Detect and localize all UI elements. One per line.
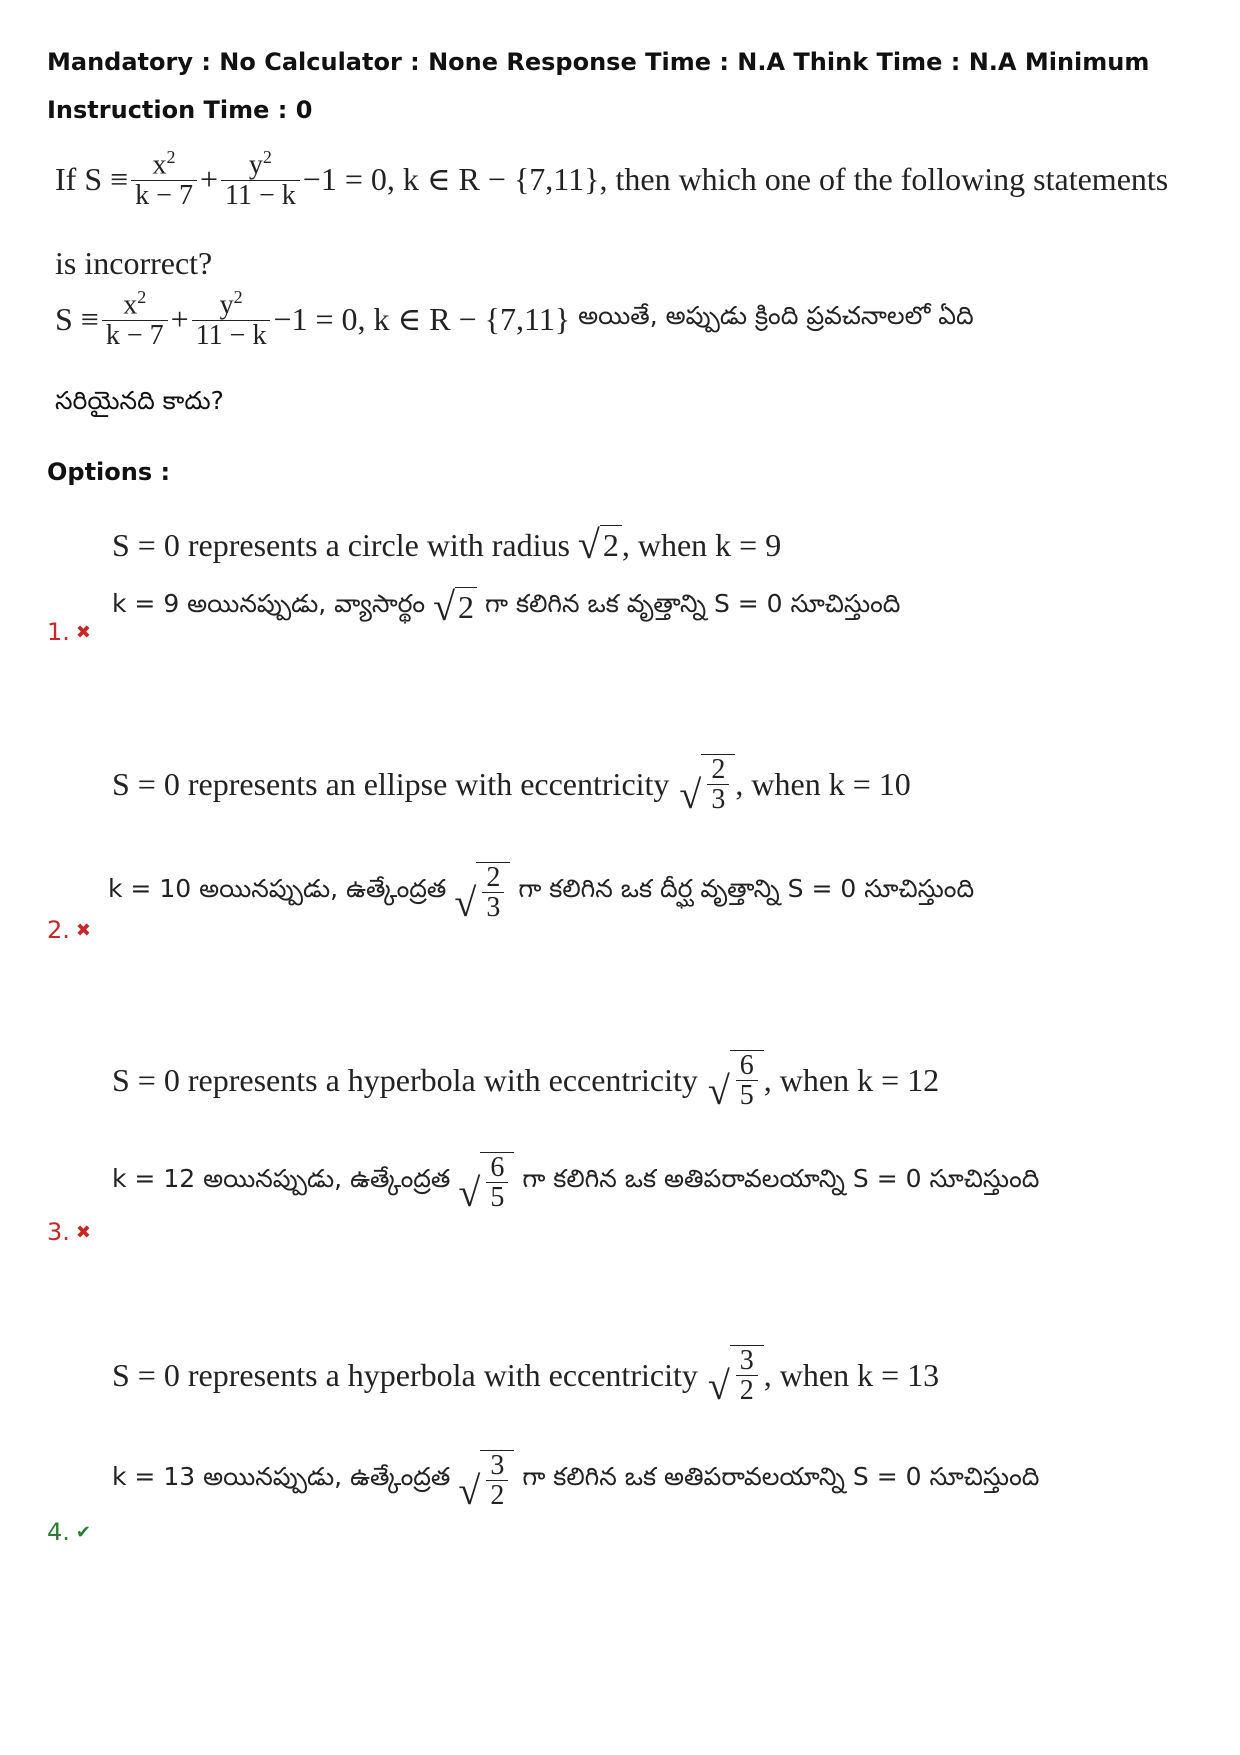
option-2-telugu: k = 10 అయినప్పుడు, ఉత్కేంద్రత √ $\frac{2}{3}$ గా కలిగిన ఒక దీర్ఘ వృత్తాన్ని S = 0 సూచిస్తుంది: [108, 862, 975, 925]
fraction-x-term-te: $\frac{x^2}{k - 7}$: [102, 288, 168, 350]
wrong-mark-icon: ✖: [75, 621, 91, 643]
option-1-telugu: k = 9 అయినప్పుడు, వ్యాసార్థం √ 2 గా కలిగిన ఒక వృత్తాన్ని S = 0 సూచిస్తుంది: [112, 584, 901, 629]
option-4-telugu: k = 13 అయినప్పుడు, ఉత్కేంద్రత √ $\frac{3}{2}$ గా కలిగిన ఒక అతిపరావలయాన్ని S = 0 సూచిస్తుంది: [112, 1450, 1040, 1513]
question-prefix: If S ≡: [55, 160, 129, 197]
wrong-mark-icon: ✖: [75, 919, 91, 941]
wrong-mark-icon: ✖: [75, 1221, 91, 1243]
question-english-line-2: is incorrect?: [55, 245, 213, 281]
option-2-english: S = 0 represents an ellipse with eccentricity √ $\frac{2}{3}$ , when k = 10: [112, 754, 911, 817]
question-telugu-line-2: సరియైనది కాదు?: [55, 386, 224, 415]
question-telugu-line: S ≡ $\frac{x^2}{k - 7}$ + $\frac{y^2}{11 - k}$ −1 = 0, k ∈ R − {7,11} అయితే, అప్పుడు క్రింది ప్రవచనాలలో ఏది: [55, 287, 974, 351]
option-1-number[interactable]: 1. ✖: [47, 618, 91, 646]
question-english-line: [55, 148, 1168, 210]
option-3-telugu: k = 12 అయినప్పుడు, ఉత్కేంద్రత √ $\frac{6}{5}$ గా కలిగిన ఒక అతిపరావలయాన్ని S = 0 సూచిస్తుంది: [112, 1152, 1040, 1215]
fraction-y-term-te: $\frac{y^2}{11 - k}$: [192, 288, 271, 350]
option-2-number[interactable]: 2. ✖: [47, 916, 91, 944]
question-telugu-suffix: అయితే, అప్పుడు క్రింది ప్రవచనాలలో ఏది: [578, 301, 974, 331]
check-mark-icon: ✔: [75, 1521, 91, 1543]
option-4-english: S = 0 represents a hyperbola with eccentricity √ $\frac{3}{2}$ , when k = 13: [112, 1345, 940, 1408]
sqrt-symbol: √ 2: [578, 525, 622, 565]
option-4-number[interactable]: 4. ✔: [47, 1518, 91, 1546]
question-telugu-prefix: S ≡: [55, 300, 99, 337]
fraction-y-term: $\frac{y^2}{11 - k}$: [221, 148, 300, 210]
fraction-x-term: $\frac{x^2}{k - 7}$: [131, 148, 197, 210]
option-1-english: S = 0 represents a circle with radius √ 2 , when k = 9: [112, 522, 782, 567]
options-label: Options :: [47, 458, 171, 486]
option-3-english: S = 0 represents a hyperbola with eccentricity √ $\frac{6}{5}$ , when k = 12: [112, 1050, 940, 1113]
plus-sign: +: [199, 160, 218, 197]
question-english-suffix: , then which one of the following statements: [599, 160, 1169, 197]
option-3-number[interactable]: 3. ✖: [47, 1218, 91, 1246]
sqrt-fraction: √ $\frac{2}{3}$: [679, 754, 735, 815]
question-equation-tail: −1 = 0, k ∈ R − {7,11}: [302, 161, 600, 198]
question-meta-header: Mandatory : No Calculator : None Response Time : N.A Think Time : N.A Minimum Instruction Time : 0: [47, 48, 1150, 124]
